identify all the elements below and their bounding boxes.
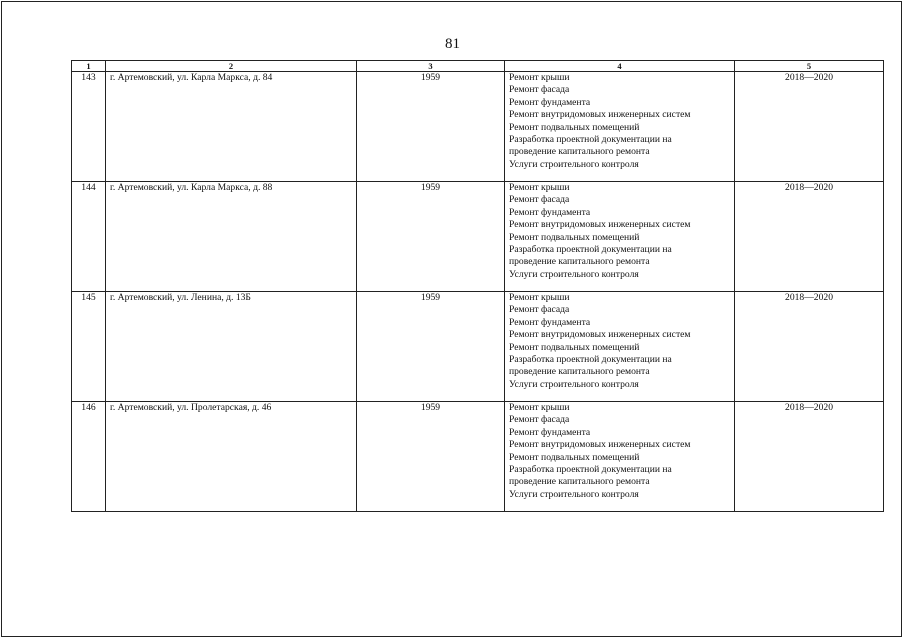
column-header-3: 3: [357, 61, 505, 72]
work-item: Ремонт крыши: [509, 292, 570, 303]
table-header: [72, 61, 884, 72]
year-cell: 1959: [357, 292, 505, 402]
address-cell: г. Артемовский, ул. Карла Маркса, д. 88: [106, 182, 357, 292]
work-item: Ремонт крыши: [509, 182, 570, 193]
table-row: [72, 72, 884, 182]
work-item: проведение капитального ремонта: [509, 366, 650, 378]
work-item: Услуги строительного контроля: [509, 158, 639, 170]
works-cell: [505, 292, 735, 402]
work-item: Ремонт фасада: [509, 194, 570, 206]
work-item: Услуги строительного контроля: [509, 268, 639, 280]
column-header-1: 1: [72, 61, 106, 72]
column-header-5: 5: [735, 61, 884, 72]
address-cell: г. Артемовский, ул. Карла Маркса, д. 84: [106, 72, 357, 182]
work-item: Ремонт фундамента: [509, 96, 591, 108]
table-row: [72, 292, 884, 402]
year-cell: 1959: [357, 182, 505, 292]
work-item: Ремонт подвальных помещений: [509, 451, 640, 463]
repair-register-table: [71, 60, 884, 512]
works-cell: [505, 72, 735, 182]
table-row: [72, 402, 884, 512]
row-number: 146: [72, 402, 106, 512]
year-cell: 1959: [357, 72, 505, 182]
address-cell: г. Артемовский, ул. Пролетарская, д. 46: [106, 402, 357, 512]
work-item: Разработка проектной документации на: [509, 244, 672, 256]
column-header-4: 4: [505, 61, 735, 72]
header-row: [72, 61, 884, 72]
works-cell: [505, 402, 735, 512]
work-item: Ремонт фундамента: [509, 316, 591, 328]
work-item: Ремонт внутридомовых инженерных систем: [509, 109, 691, 121]
work-item: Разработка проектной документации на: [509, 354, 672, 366]
work-item: Ремонт подвальных помещений: [509, 121, 640, 133]
work-item: Услуги строительного контроля: [509, 378, 639, 390]
work-item: Ремонт фасада: [509, 414, 570, 426]
row-number: 143: [72, 72, 106, 182]
work-item: проведение капитального ремонта: [509, 146, 650, 158]
table-row: [72, 182, 884, 292]
year-cell: 1959: [357, 402, 505, 512]
work-item: Услуги строительного контроля: [509, 488, 639, 500]
row-number: 145: [72, 292, 106, 402]
work-item: Ремонт внутридомовых инженерных систем: [509, 329, 691, 341]
period-cell: 2018—2020: [735, 72, 884, 182]
work-item: Ремонт подвальных помещений: [509, 231, 640, 243]
work-item: Разработка проектной документации на: [509, 134, 672, 146]
work-item: Ремонт фасада: [509, 84, 570, 96]
work-item: Ремонт крыши: [509, 72, 570, 83]
work-item: Ремонт фасада: [509, 304, 570, 316]
column-header-2: 2: [106, 61, 357, 72]
row-number: 144: [72, 182, 106, 292]
work-item: Разработка проектной документации на: [509, 464, 672, 476]
period-cell: 2018—2020: [735, 402, 884, 512]
page-number: 81: [445, 36, 460, 52]
work-item: Ремонт внутридомовых инженерных систем: [509, 439, 691, 451]
work-item: Ремонт подвальных помещений: [509, 341, 640, 353]
period-cell: 2018—2020: [735, 292, 884, 402]
works-cell: [505, 182, 735, 292]
table-body: [72, 72, 884, 512]
address-cell: г. Артемовский, ул. Ленина, д. 13Б: [106, 292, 357, 402]
work-item: проведение капитального ремонта: [509, 256, 650, 268]
work-item: Ремонт внутридомовых инженерных систем: [509, 219, 691, 231]
work-item: Ремонт фундамента: [509, 206, 591, 218]
work-item: проведение капитального ремонта: [509, 476, 650, 488]
work-item: Ремонт крыши: [509, 402, 570, 413]
work-item: Ремонт фундамента: [509, 426, 591, 438]
period-cell: 2018—2020: [735, 182, 884, 292]
